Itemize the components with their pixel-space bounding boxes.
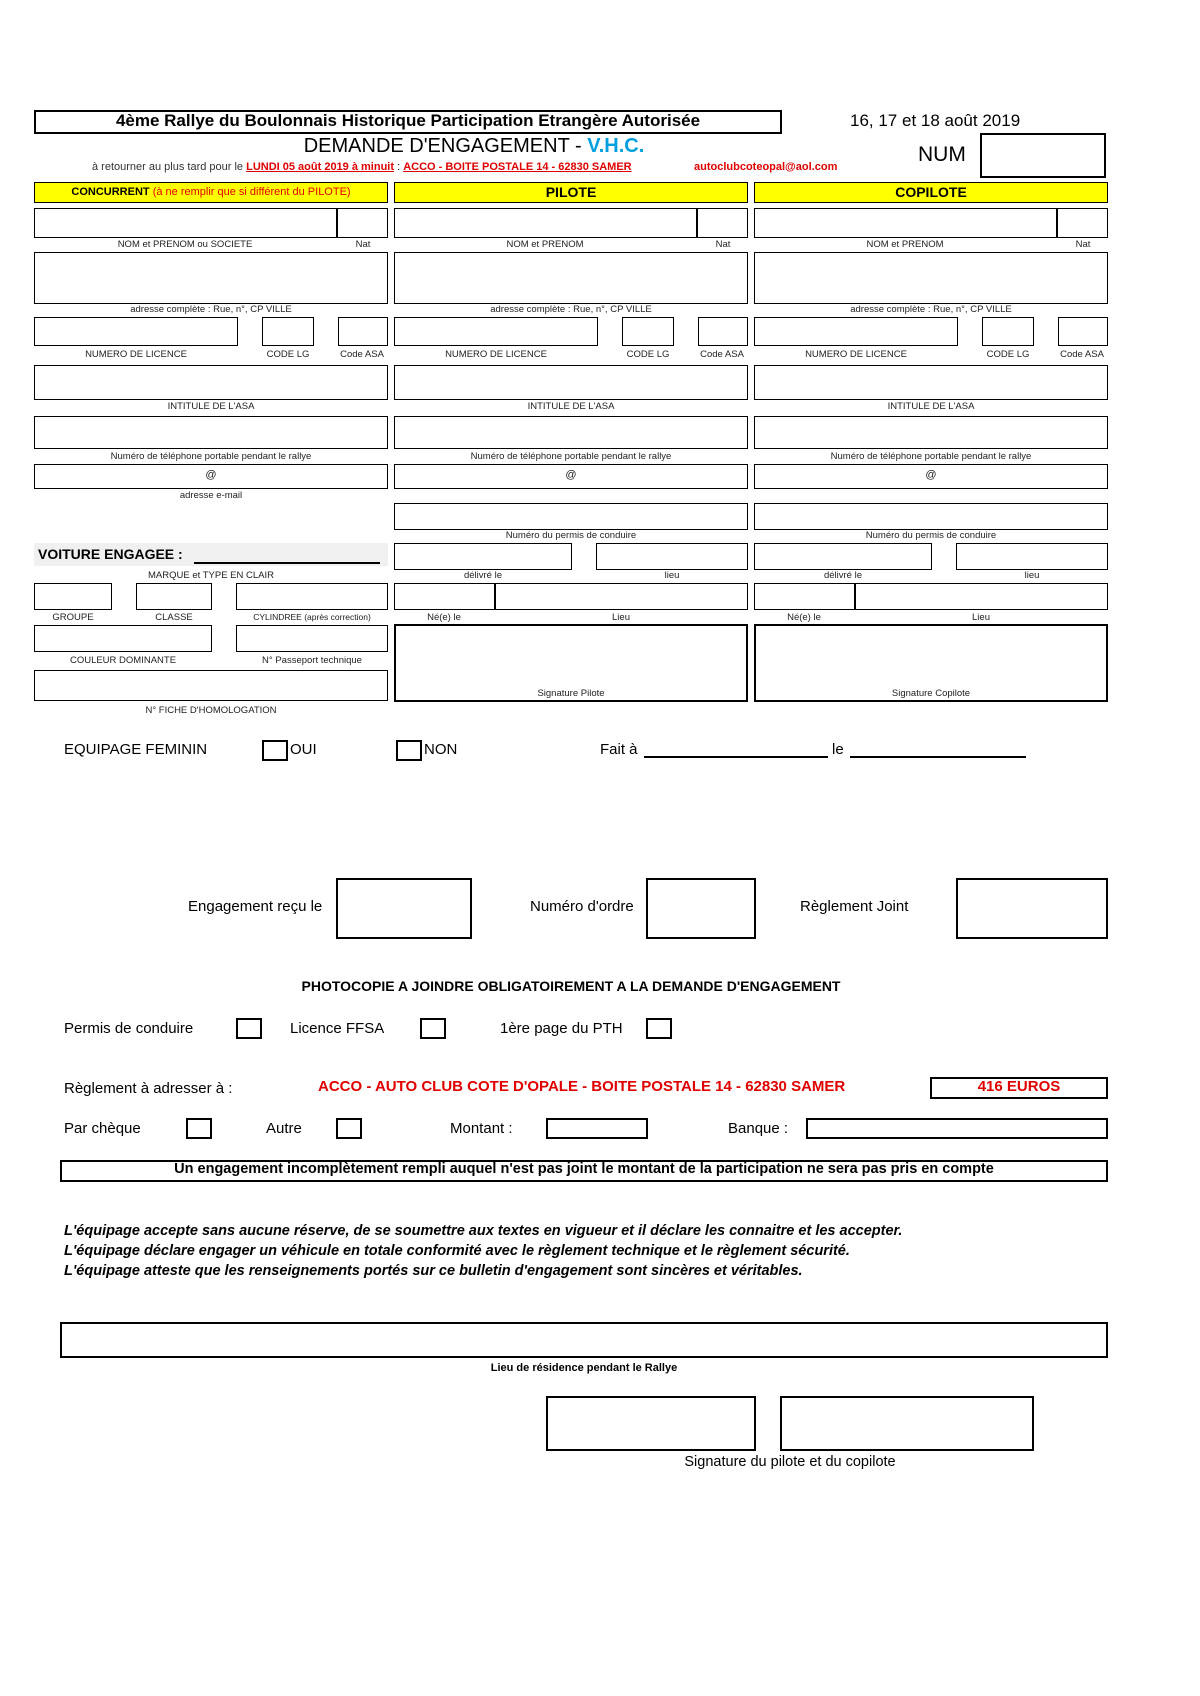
pilote-address-label: adresse complète : Rue, n°, CP VILLE bbox=[490, 304, 652, 315]
copilote-permis-field[interactable] bbox=[754, 503, 1108, 530]
copilote-codelg-field[interactable] bbox=[982, 317, 1034, 346]
concurrent-tel-field[interactable] bbox=[34, 416, 388, 449]
concurrent-asa-field[interactable] bbox=[34, 365, 388, 400]
reglement-joint-label: Règlement Joint bbox=[800, 898, 909, 915]
copilote-ne-label: Né(e) le bbox=[787, 612, 821, 623]
concurrent-tel-label: Numéro de téléphone portable pendant le rallye bbox=[110, 451, 312, 462]
declaration-2: L'équipage déclare engager un véhicule en totale conformité avec le règlement technique et le règlement sécurité. bbox=[64, 1243, 850, 1259]
concurrent-at-sign: @ bbox=[205, 469, 217, 481]
copilote-tel-field[interactable] bbox=[754, 416, 1108, 449]
banque-label: Banque : bbox=[728, 1120, 789, 1137]
copilote-at-sign: @ bbox=[925, 469, 937, 481]
copilote-name-field[interactable] bbox=[754, 208, 1108, 238]
concurrent-licence-label: NUMERO DE LICENCE bbox=[85, 349, 187, 360]
amount-value: 416 EUROS bbox=[977, 1078, 1061, 1095]
concurrent-codeasa-field[interactable] bbox=[338, 317, 388, 346]
return-line bbox=[92, 161, 632, 173]
return-sep: : bbox=[394, 161, 404, 173]
concurrent-nat-label: Nat bbox=[355, 239, 371, 250]
fait-a-line[interactable] bbox=[644, 756, 828, 758]
pilote-tel-field[interactable] bbox=[394, 416, 748, 449]
pilote-lieu-label: lieu bbox=[664, 570, 680, 581]
copilote-licence-field[interactable] bbox=[754, 317, 958, 346]
form-title-main: DEMANDE D'ENGAGEMENT - bbox=[303, 135, 588, 157]
pilote-nat-divider bbox=[696, 208, 698, 238]
autre-checkbox[interactable] bbox=[336, 1118, 362, 1139]
pilote-nat-label: Nat bbox=[715, 239, 731, 250]
concurrent-nat-divider bbox=[336, 208, 338, 238]
fait-a-label: Fait à bbox=[600, 741, 638, 758]
concurrent-title: CONCURRENT bbox=[71, 186, 150, 198]
cheque-checkbox[interactable] bbox=[186, 1118, 212, 1139]
copilote-codelg-label: CODE LG bbox=[986, 349, 1030, 360]
pilote-naissance-field[interactable] bbox=[394, 583, 748, 610]
photocopie-licence-label: Licence FFSA bbox=[290, 1020, 385, 1037]
copilote-address-field[interactable] bbox=[754, 252, 1108, 304]
pilote-signature-label: Signature Pilote bbox=[537, 688, 605, 699]
numero-ordre-field[interactable] bbox=[646, 878, 756, 939]
date-le-label: le bbox=[832, 741, 844, 758]
signature-copilote-box[interactable] bbox=[780, 1396, 1034, 1451]
equipage-non-label: NON bbox=[424, 741, 458, 758]
numero-ordre-label: Numéro d'ordre bbox=[530, 898, 634, 915]
form-title-vhc: V.H.C. bbox=[587, 135, 645, 157]
photocopie-pth-label: 1ère page du PTH bbox=[500, 1020, 623, 1037]
voiture-passeport-field[interactable] bbox=[236, 625, 388, 652]
engagement-recu-label: Engagement reçu le bbox=[188, 898, 323, 915]
signature-pilote-box[interactable] bbox=[546, 1396, 756, 1451]
copilote-naissance-divider bbox=[854, 583, 856, 610]
voiture-groupe-label: GROUPE bbox=[52, 612, 94, 623]
copilote-tel-label: Numéro de téléphone portable pendant le rallye bbox=[830, 451, 1032, 462]
copilote-asa-field[interactable] bbox=[754, 365, 1108, 400]
copilote-lieu-field[interactable] bbox=[956, 543, 1108, 570]
copilote-name-label: NOM et PRENOM bbox=[866, 239, 944, 250]
copilote-nat-divider bbox=[1056, 208, 1058, 238]
copilote-delivre-field[interactable] bbox=[754, 543, 932, 570]
concurrent-address-label: adresse complète : Rue, n°, CP VILLE bbox=[130, 304, 292, 315]
voiture-marque-line[interactable] bbox=[194, 562, 380, 564]
voiture-passeport-label: N° Passeport technique bbox=[262, 655, 362, 666]
pilote-codeasa-label: Code ASA bbox=[700, 349, 744, 360]
pilote-codelg-field[interactable] bbox=[622, 317, 674, 346]
autre-label: Autre bbox=[266, 1120, 302, 1137]
copilote-address-label: adresse complète : Rue, n°, CP VILLE bbox=[850, 304, 1012, 315]
voiture-classe-label: CLASSE bbox=[155, 612, 193, 623]
pilote-naissance-divider bbox=[494, 583, 496, 610]
photocopie-title: PHOTOCOPIE A JOINDRE OBLIGATOIREMENT A LA DEMANDE D'ENGAGEMENT bbox=[301, 978, 841, 994]
residence-field[interactable] bbox=[60, 1322, 1108, 1358]
voiture-cylindree-label: CYLINDREE (après correction) bbox=[253, 612, 371, 622]
pilote-tel-label: Numéro de téléphone portable pendant le rallye bbox=[470, 451, 672, 462]
pilote-ne-label: Né(e) le bbox=[427, 612, 461, 623]
equipage-oui-label: OUI bbox=[290, 741, 317, 758]
voiture-classe-field[interactable] bbox=[136, 583, 212, 610]
reglement-address: ACCO - AUTO CLUB COTE D'OPALE - BOITE POSTALE 14 - 62830 SAMER bbox=[318, 1078, 846, 1095]
equipage-oui-checkbox[interactable] bbox=[262, 740, 288, 761]
pilote-at-sign: @ bbox=[565, 469, 577, 481]
montant-label: Montant : bbox=[450, 1120, 513, 1137]
reglement-joint-field[interactable] bbox=[956, 878, 1108, 939]
event-title: 4ème Rallye du Boulonnais Historique Participation Etrangère Autorisée bbox=[115, 111, 701, 130]
pilote-lieu-field[interactable] bbox=[596, 543, 748, 570]
pilote-delivre-label: délivré le bbox=[463, 570, 503, 581]
photocopie-permis-checkbox[interactable] bbox=[236, 1018, 262, 1039]
photocopie-permis-label: Permis de conduire bbox=[64, 1020, 194, 1037]
equipage-label: EQUIPAGE FEMININ bbox=[64, 741, 208, 758]
copilote-codeasa-field[interactable] bbox=[1058, 317, 1108, 346]
copilote-naissance-field[interactable] bbox=[754, 583, 1108, 610]
date-line[interactable] bbox=[850, 756, 1026, 758]
voiture-homologation-label: N° FICHE D'HOMOLOGATION bbox=[145, 705, 277, 716]
pilote-name-field[interactable] bbox=[394, 208, 748, 238]
copilote-header: COPILOTE bbox=[754, 182, 1108, 203]
copilote-lieu-naissance-label: Lieu bbox=[972, 612, 990, 623]
return-deadline: LUNDI 05 août 2019 à minuit bbox=[246, 161, 395, 173]
concurrent-name-field[interactable] bbox=[34, 208, 388, 238]
concurrent-header bbox=[34, 182, 388, 203]
signature-label: Signature du pilote et du copilote bbox=[684, 1454, 896, 1470]
concurrent-note: (à ne remplir que si différent du PILOTE) bbox=[149, 186, 351, 198]
num-field[interactable] bbox=[980, 133, 1106, 178]
pilote-lieu-naissance-label: Lieu bbox=[612, 612, 630, 623]
pilote-address-field[interactable] bbox=[394, 252, 748, 304]
concurrent-address-field[interactable] bbox=[34, 252, 388, 304]
photocopie-pth-checkbox[interactable] bbox=[646, 1018, 672, 1039]
banque-field[interactable] bbox=[806, 1118, 1108, 1139]
voiture-homologation-field[interactable] bbox=[34, 670, 388, 701]
warning-text: Un engagement incomplètement rempli auquel n'est pas joint le montant de la participation ne sera pas pris en compte bbox=[174, 1161, 994, 1177]
concurrent-codelg-field[interactable] bbox=[262, 317, 314, 346]
pilote-asa-label: INTITULE DE L'ASA bbox=[527, 401, 615, 412]
cheque-label: Par chèque bbox=[64, 1120, 141, 1137]
copilote-nat-label: Nat bbox=[1075, 239, 1091, 250]
copilote-codeasa-label: Code ASA bbox=[1060, 349, 1104, 360]
declaration-3: L'équipage atteste que les renseignements portés sur ce bulletin d'engagement sont sincères et véritables. bbox=[64, 1263, 803, 1279]
pilote-asa-field[interactable] bbox=[394, 365, 748, 400]
concurrent-name-label: NOM et PRENOM ou SOCIETE bbox=[117, 239, 253, 250]
return-address: ACCO - BOITE POSTALE 14 - 62830 SAMER bbox=[403, 161, 632, 173]
declaration-1: L'équipage accepte sans aucune réserve, de se soumettre aux textes en vigueur et il déclare les connaitre et les accepter. bbox=[64, 1223, 903, 1239]
pilote-codeasa-field[interactable] bbox=[698, 317, 748, 346]
copilote-delivre-label: délivré le bbox=[823, 570, 863, 581]
concurrent-codelg-label: CODE LG bbox=[266, 349, 310, 360]
copilote-asa-label: INTITULE DE L'ASA bbox=[887, 401, 975, 412]
voiture-cylindree-field[interactable] bbox=[236, 583, 388, 610]
montant-field[interactable] bbox=[546, 1118, 648, 1139]
copilote-lieu-label: lieu bbox=[1024, 570, 1040, 581]
engagement-recu-field[interactable] bbox=[336, 878, 472, 939]
return-prefix: à retourner au plus tard pour le bbox=[92, 161, 247, 173]
copilote-signature-label: Signature Copilote bbox=[891, 688, 971, 699]
concurrent-licence-field[interactable] bbox=[34, 317, 238, 346]
copilote-permis-label: Numéro du permis de conduire bbox=[865, 530, 997, 541]
pilote-codelg-label: CODE LG bbox=[626, 349, 670, 360]
equipage-non-checkbox[interactable] bbox=[396, 740, 422, 761]
pilote-licence-field[interactable] bbox=[394, 317, 598, 346]
voiture-marque-label: MARQUE et TYPE EN CLAIR bbox=[148, 570, 274, 581]
pilote-name-label: NOM et PRENOM bbox=[506, 239, 584, 250]
voiture-title: VOITURE ENGAGEE : bbox=[38, 546, 183, 562]
residence-label: Lieu de résidence pendant le Rallye bbox=[490, 1362, 678, 1374]
form-title bbox=[34, 135, 914, 158]
concurrent-email-label: adresse e-mail bbox=[179, 490, 243, 501]
pilote-permis-field[interactable] bbox=[394, 503, 748, 530]
voiture-groupe-field[interactable] bbox=[34, 583, 112, 610]
contact-email: autoclubcoteopal@aol.com bbox=[694, 161, 838, 173]
num-label: NUM bbox=[918, 143, 966, 166]
voiture-couleur-label: COULEUR DOMINANTE bbox=[69, 655, 177, 666]
concurrent-asa-label: INTITULE DE L'ASA bbox=[167, 401, 255, 412]
event-dates: 16, 17 et 18 août 2019 bbox=[850, 111, 1021, 130]
pilote-licence-label: NUMERO DE LICENCE bbox=[445, 349, 547, 360]
copilote-licence-label: NUMERO DE LICENCE bbox=[805, 349, 907, 360]
pilote-header: PILOTE bbox=[394, 182, 748, 203]
pilote-delivre-field[interactable] bbox=[394, 543, 572, 570]
pilote-permis-label: Numéro du permis de conduire bbox=[505, 530, 637, 541]
photocopie-licence-checkbox[interactable] bbox=[420, 1018, 446, 1039]
reglement-adresser-label: Règlement à adresser à : bbox=[64, 1080, 233, 1097]
concurrent-codeasa-label: Code ASA bbox=[340, 349, 384, 360]
voiture-couleur-field[interactable] bbox=[34, 625, 212, 652]
